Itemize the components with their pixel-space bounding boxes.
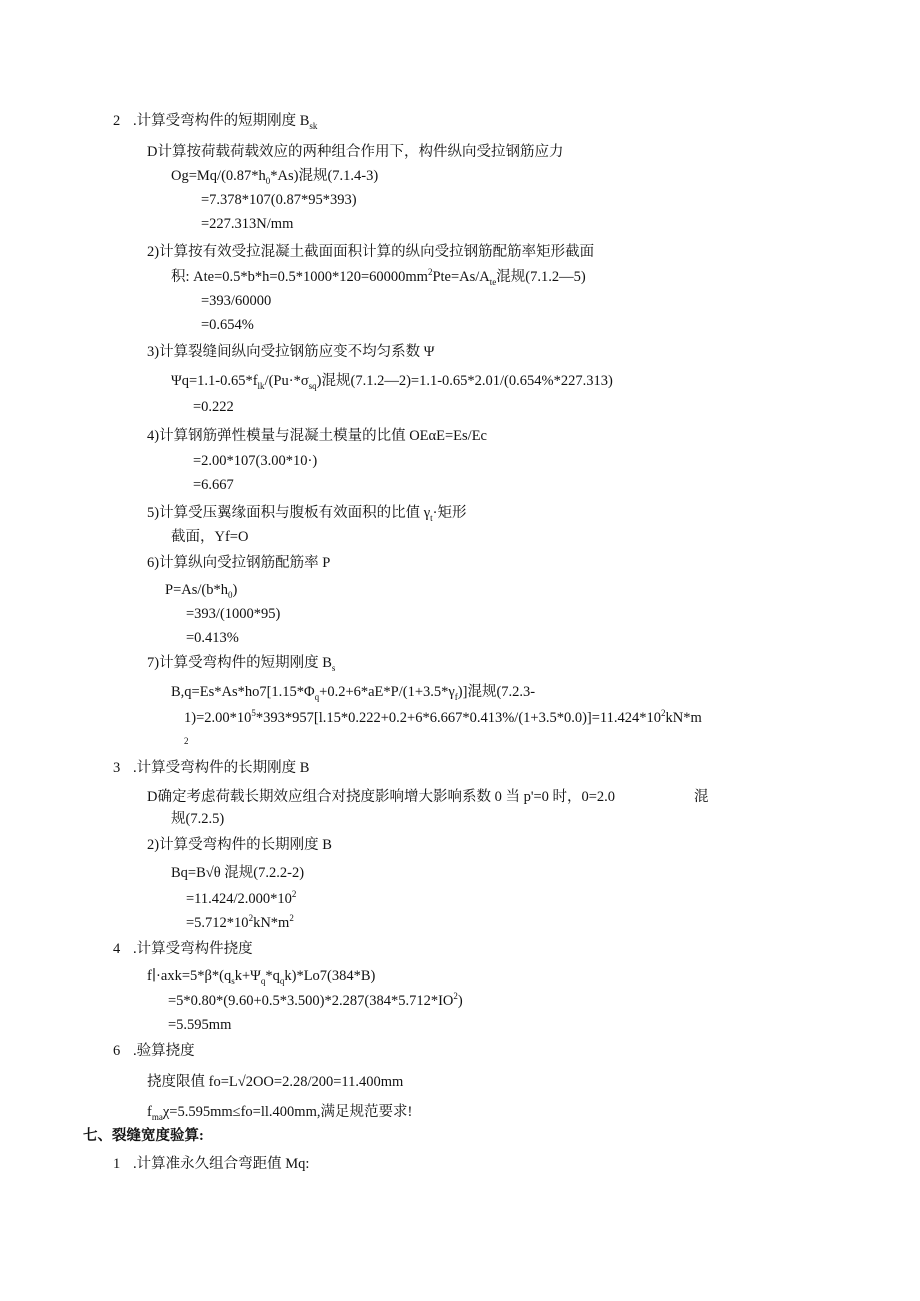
section-7-heading: 七、裂缝宽度验算: (83, 1128, 204, 1144)
step-7-unit-exponent: 2 (184, 736, 189, 746)
step-7-substitution: $1)=2.00*10^5*393*957[l.15*0.222+0.2+6*6.667*0.413\%/(1+3.5*0.0)]=11.424*10^2kN*m$ (184, 708, 702, 726)
section-3-title: .计算受弯构件的长期刚度 B (133, 760, 310, 776)
deflection-check: $f_{ma}\chi=5.595mm\le fo=ll.400mm$,满足规范要求! (147, 1104, 413, 1122)
step-2-formula: 积: $Ate=0.5*b*h=0.5*1000*120=60000mm^2Pte=As/A_{te}$混规(7.1.2—5) (171, 267, 586, 287)
long-step-2-substitution: $=11.424/2.000*10^2$ (186, 889, 297, 907)
deflection-limit: 挠度限值 fo=L√2OO=2.28/200=11.400mm (147, 1074, 404, 1090)
section-6-number: 6 (113, 1043, 121, 1059)
long-step-2-formula: Bq=B√θ 混规(7.2.2-2) (171, 865, 305, 881)
step-1-formula: $Og=Mq/(0.87*h_0*As)$混规(7.1.4-3) (171, 168, 379, 186)
section-4-number: 4 (113, 941, 121, 957)
step-2-substitution: =393/60000 (201, 293, 272, 309)
step-1-result: =227.313N/mm (201, 216, 294, 232)
deflection-formula: $f∣\cdot axk=5*\beta*(q_sk+\Psi_q*q_qk)*Lo7(384*B)$ (147, 968, 376, 986)
deflection-result: =5.595mm (168, 1017, 232, 1033)
section-7-1-number: 1 (113, 1156, 121, 1172)
section-2-title: .计算受弯构件的短期刚度 $B_{sk}$ (133, 113, 318, 131)
step-7-heading: 7)计算受弯构件的短期刚度 $B_s$ (147, 655, 336, 673)
step-7-formula: $B,q=Es*As*ho7[1.15*\Phi_q+0.2+6*aE*P/(1+3.5*\gamma_f)]$混规(7.2.3- (171, 684, 536, 702)
deflection-substitution: $=5*0.80*(9.60+0.5*3.500)*2.287(384*5.712*IO^2)$ (168, 991, 463, 1009)
long-step-2-heading: 2)计算受弯构件的长期刚度 B (147, 837, 332, 853)
step-5-heading: 5)计算受压翼缘面积与腹板有效面积的比值 $\gamma_t\cdot$矩形 (147, 505, 467, 523)
step-4-result: =6.667 (193, 477, 234, 493)
long-step-1-reference: 规(7.2.5) (171, 811, 225, 827)
long-step-2-result: $=5.712*10^2kN*m^2$ (186, 913, 294, 931)
step-4-heading: 4)计算钢筋弹性模量与混凝土模量的比值 OEαE=Es/Ec (147, 428, 487, 444)
section-4-title: .计算受弯构件挠度 (133, 941, 253, 957)
long-step-1-heading: D确定考虑荷载长期效应组合对挠度影响增大影响系数 0 当 p'=0 时，0=2.0 (147, 789, 616, 805)
step-1-substitution: =7.378*107(0.87*95*393) (201, 192, 357, 208)
step-6-formula: $P=As/(b*h_0)$ (165, 582, 238, 600)
step-5-result: 截面，Yf=O (171, 529, 249, 545)
step-4-substitution: =2.00*107(3.00*10·) (193, 453, 318, 469)
section-2-number: 2 (113, 113, 121, 129)
step-6-substitution: =393/(1000*95) (186, 606, 281, 622)
step-3-heading: 3)计算裂缝间纵向受拉钢筋应变不均匀系数 Ψ (147, 344, 435, 360)
section-6-title: .验算挠度 (133, 1043, 195, 1059)
long-step-1-heading-end: 混 (694, 789, 709, 805)
step-3-formula: $\Psi q=1.1-0.65*f_{lk}/(Pu\cdot*\sigma_{sq})$混规(7.1.2—2)=1.1-0.65*2.01/(0.654%*227.313) (171, 373, 613, 391)
step-1-heading: D计算按荷载荷载效应的两种组合作用下，构件纵向受拉钢筋应力 (147, 144, 564, 160)
step-6-heading: 6)计算纵向受拉钢筋配筋率 P (147, 555, 331, 571)
step-3-result: =0.222 (193, 399, 234, 415)
section-3-number: 3 (113, 760, 121, 776)
step-2-result: =0.654% (201, 317, 254, 333)
step-6-result: =0.413% (186, 630, 239, 646)
section-7-1-title: .计算准永久组合弯距值 Mq: (133, 1156, 310, 1172)
step-2-heading: 2)计算按有效受拉混凝土截面面积计算的纵向受拉钢筋配筋率矩形截面 (147, 244, 595, 260)
